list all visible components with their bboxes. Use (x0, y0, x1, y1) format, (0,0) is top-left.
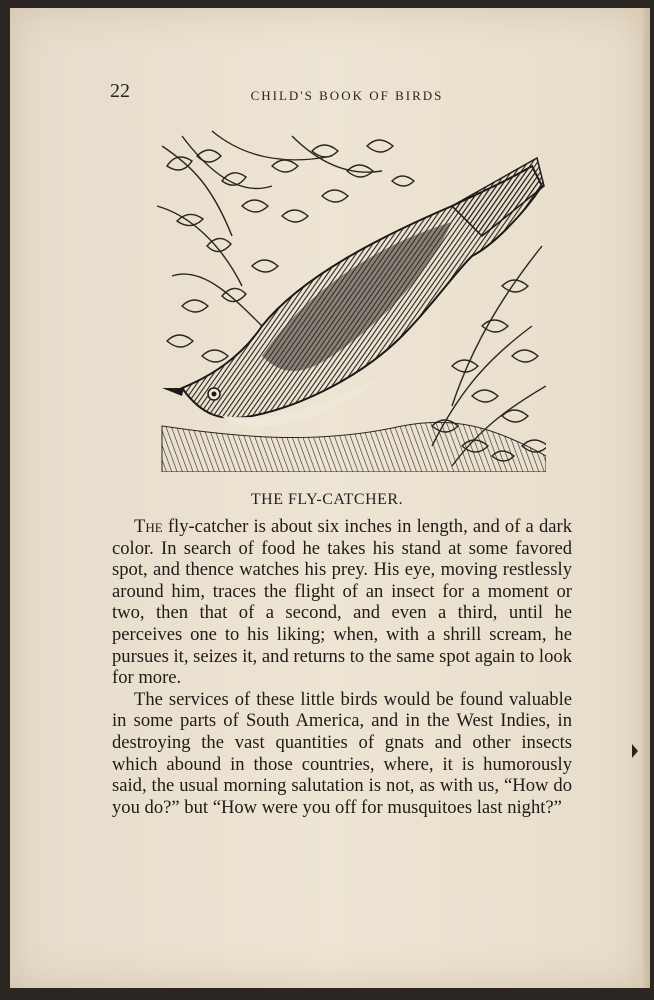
bird-engraving-icon (152, 126, 546, 472)
paragraph-text: The services of these little birds would be found valuable in some parts of South America, and in the West Indies, in destroying the vast quantities of gnats and other insects which abound in those countries, where, it is humorously said, the usual morning salutation is not, as with us, “How do you do?” but “How were you off for musquitoes last night?” (112, 688, 572, 818)
paragraph-2 (112, 689, 572, 819)
book-page (10, 8, 650, 988)
body-text (112, 516, 572, 818)
paragraph-1 (112, 516, 572, 689)
paragraph-lead: The (134, 516, 163, 537)
figure-caption: THE FLY-CATCHER. (250, 491, 404, 508)
page-number: 22 (110, 80, 130, 102)
page-marker-icon (632, 744, 638, 758)
paragraph-text: fly-catcher is about six inches in length, and of a dark color. In search of food he takes his stand at some favored spot, and thence watches his prey. His eye, moving restlessly around him, traces the flight of an insect for a moment or two, then that of a second, and even a third, until he perceives one to his liking; when, with a shrill scream, he pursues it, seizes it, and returns to the same spot again to look for more. (112, 516, 572, 689)
fly-catcher-woodcut-illustration (152, 126, 546, 472)
running-head: CHILD'S BOOK OF BIRDS (250, 88, 444, 103)
